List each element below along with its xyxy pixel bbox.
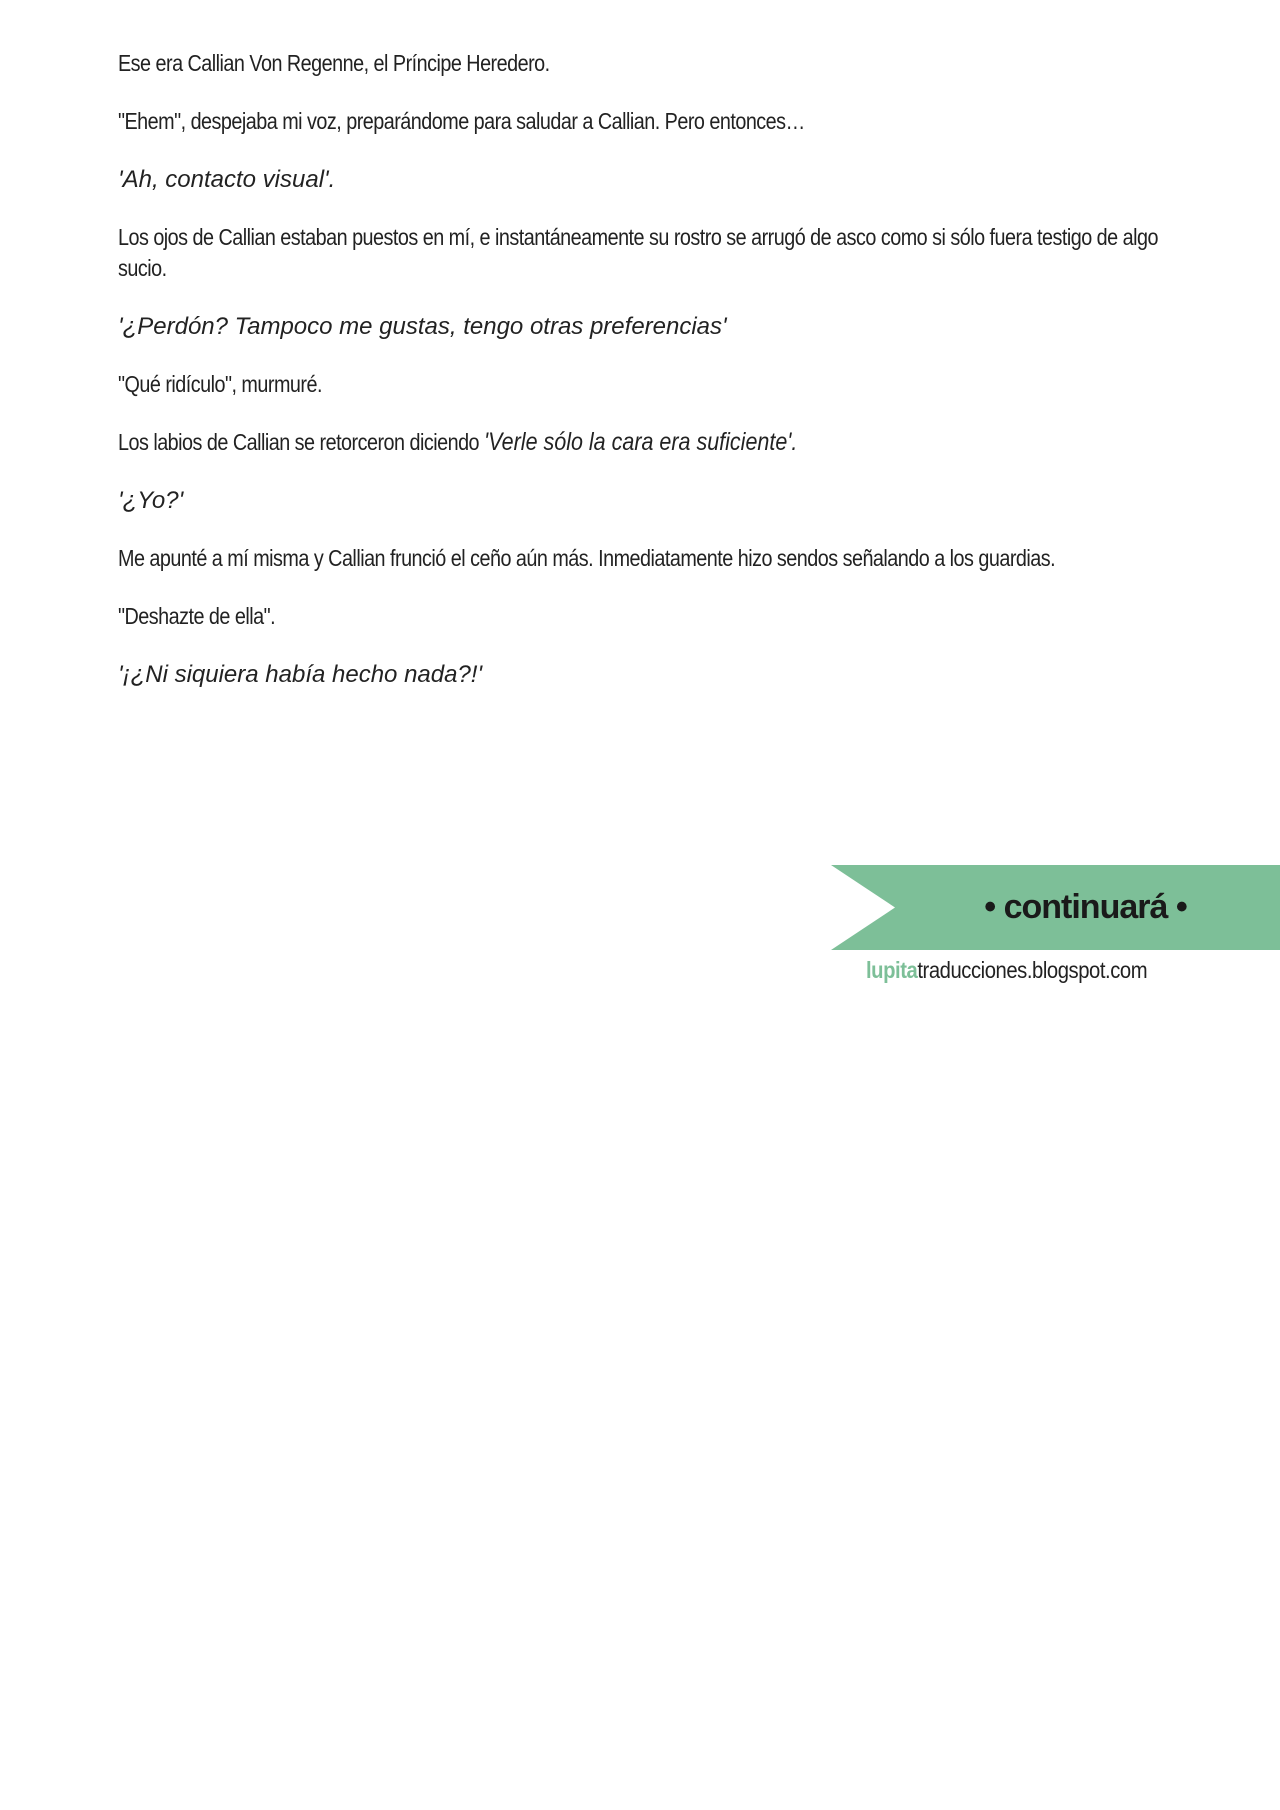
continuara-banner [831,865,1280,950]
paragraph-7-plain: Los labios de Callian se retorceron diciendo [118,429,485,455]
paragraph-1: Ese era Callian Von Regenne, el Príncipe Heredero. [118,50,550,76]
paragraph-9: Me apunté a mí misma y Callian frunció el ceño aún más. Inmediatamente hizo sendos señalando a los guardias. [118,545,1056,571]
paragraph-2: "Ehem", despejaba mi voz, preparándome para saludar a Callian. Pero entonces… [118,108,805,134]
paragraph-6: "Qué ridículo", murmuré. [118,371,322,397]
site-credit [866,955,1147,985]
paragraph-11-thought: '¡¿Ni siquiera había hecho nada?!' [118,661,483,688]
continuara-label: • continuará • [984,888,1187,926]
site-brand: lupita [866,957,918,983]
paragraph-3-thought: 'Ah, contacto visual'. [118,166,336,193]
paragraph-4: Los ojos de Callian estaban puestos en mí, e instantáneamente su rostro se arrugó de asco como si sólo fuera testigo de algo sucio. [118,224,1158,281]
paragraph-10: "Deshazte de ella". [118,603,276,629]
chapter-text [118,48,1168,717]
paragraph-5-thought: '¿Perdón? Tampoco me gustas, tengo otras preferencias' [118,313,727,340]
site-domain: traducciones.blogspot.com [917,957,1148,983]
paragraph-7-italic: 'Verle sólo la cara era suficiente'. [484,428,798,456]
paragraph-7 [118,427,1172,458]
paragraph-8-thought: '¿Yo?' [118,487,184,514]
